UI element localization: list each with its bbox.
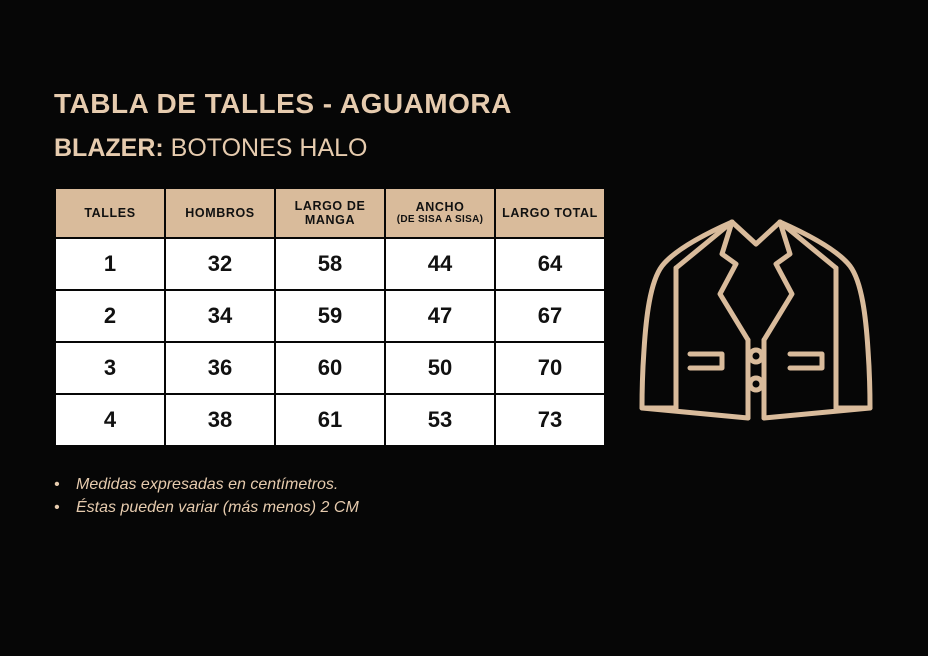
cell-hombros: 32 <box>166 239 274 289</box>
cell-largo-total: 67 <box>496 291 604 341</box>
notes-list <box>54 473 614 519</box>
cell-hombros: 38 <box>166 395 274 445</box>
column-header-ancho <box>386 189 494 237</box>
table-row <box>56 291 604 341</box>
column-header-largo-total-label: LARGO TOTAL <box>502 205 598 220</box>
size-table <box>54 187 606 447</box>
size-table-head <box>56 189 604 237</box>
cell-ancho: 53 <box>386 395 494 445</box>
cell-largo-total: 64 <box>496 239 604 289</box>
column-header-talles-label: TALLES <box>84 205 136 220</box>
product-subtitle <box>54 134 614 163</box>
blazer-illustration <box>636 208 876 433</box>
column-header-ancho-sublabel: (DE SISA A SISA) <box>396 214 484 226</box>
cell-largo-manga: 61 <box>276 395 384 445</box>
column-header-largo-de-manga <box>276 189 384 237</box>
list-item: • Medidas expresadas en centímetros. <box>54 473 614 496</box>
table-row <box>56 239 604 289</box>
subtitle-lead: BLAZER: <box>54 134 164 162</box>
cell-hombros: 36 <box>166 343 274 393</box>
column-header-talles <box>56 189 164 237</box>
cell-talle: 2 <box>56 291 164 341</box>
cell-ancho: 50 <box>386 343 494 393</box>
cell-talle: 3 <box>56 343 164 393</box>
size-table-body <box>56 239 604 445</box>
column-header-largo-de-manga-label: LARGO DE MANGA <box>294 198 366 227</box>
cell-largo-manga: 59 <box>276 291 384 341</box>
cell-hombros: 34 <box>166 291 274 341</box>
subtitle-rest: BOTONES HALO <box>163 134 368 162</box>
column-header-ancho-label: ANCHO <box>415 200 465 215</box>
table-header-row <box>56 189 604 237</box>
list-item: • Éstas pueden variar (más menos) 2 CM <box>54 496 614 519</box>
column-header-largo-total <box>496 189 604 237</box>
cell-ancho: 44 <box>386 239 494 289</box>
cell-largo-manga: 58 <box>276 239 384 289</box>
cell-largo-manga: 60 <box>276 343 384 393</box>
column-header-hombros <box>166 189 274 237</box>
cell-talle: 4 <box>56 395 164 445</box>
cell-largo-total: 70 <box>496 343 604 393</box>
table-row <box>56 343 604 393</box>
table-row <box>56 395 604 445</box>
page-title: TABLA DE TALLES - AGUAMORA <box>54 88 512 119</box>
column-header-hombros-label: HOMBROS <box>185 205 255 220</box>
cell-largo-total: 73 <box>496 395 604 445</box>
chart-content <box>54 88 614 535</box>
cell-talle: 1 <box>56 239 164 289</box>
cell-ancho: 47 <box>386 291 494 341</box>
blazer-outline-icon <box>636 208 876 433</box>
